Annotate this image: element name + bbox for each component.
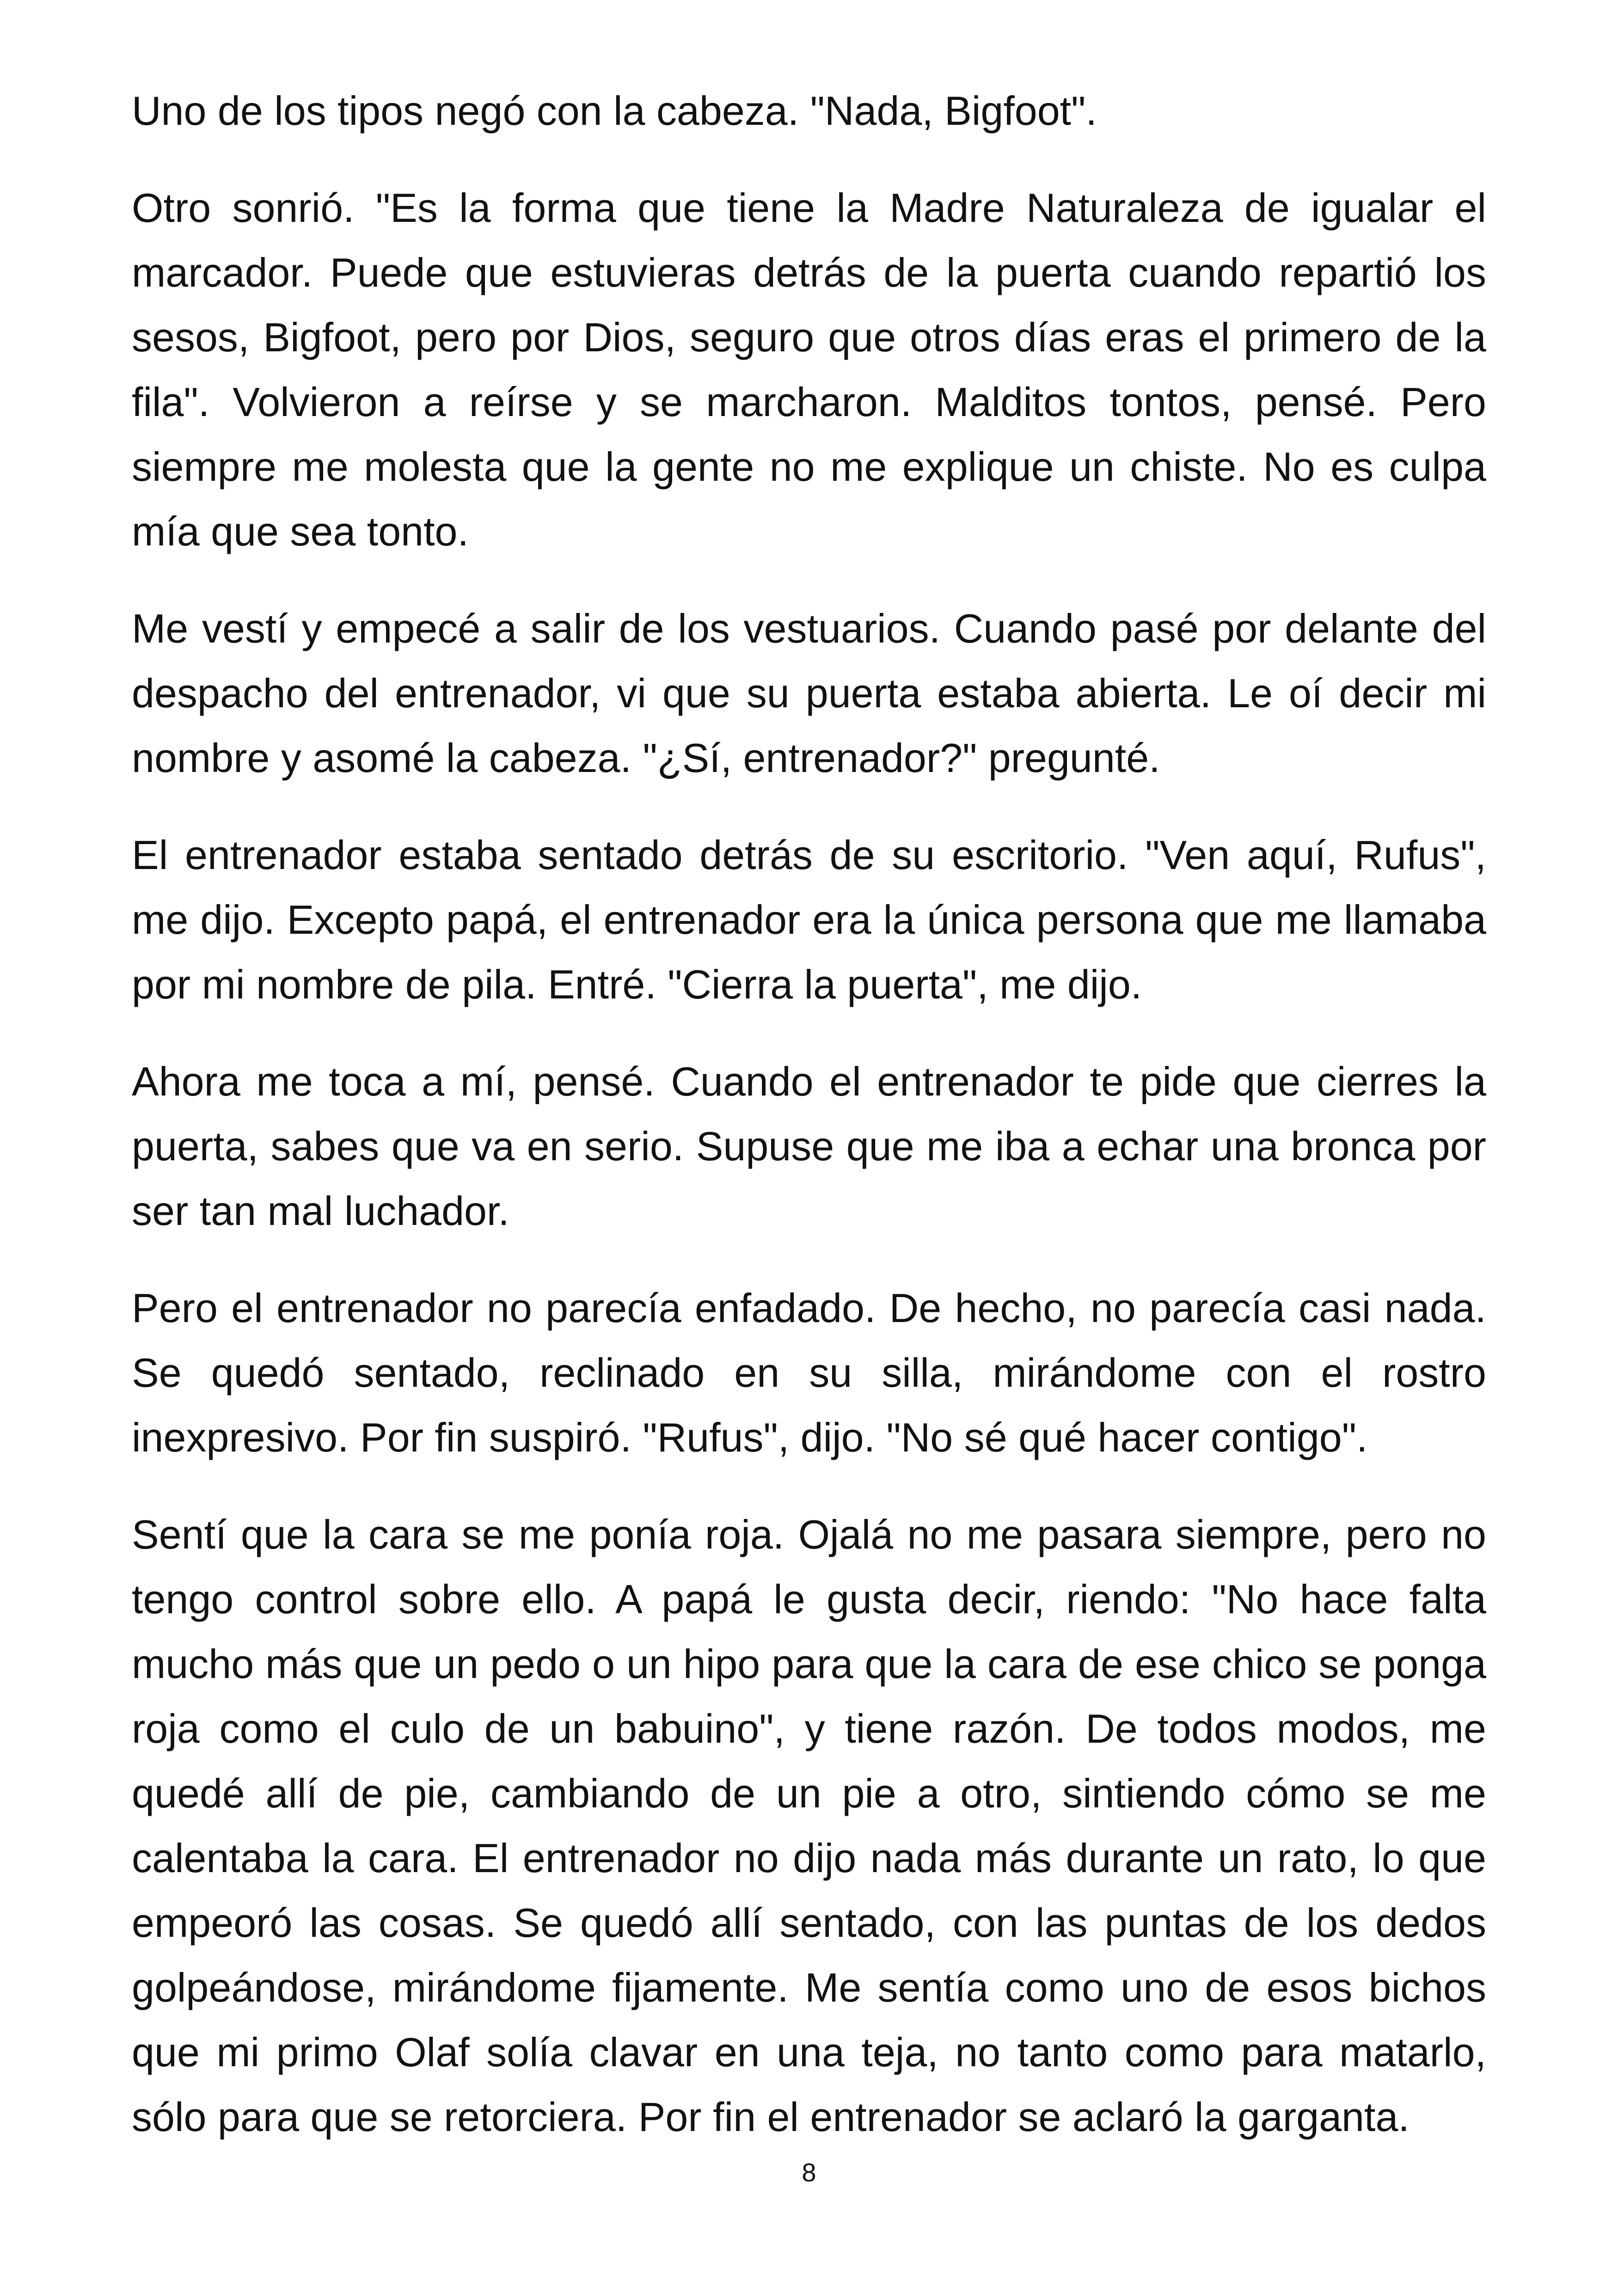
paragraph-4: El entrenador estaba sentado detrás de su escritorio. "Ven aquí, Rufus", me dijo. Excepto papá, el entrenador era la única persona que me llamaba por mi nombre de pila. Entré. "Cierra la puerta", me dijo. <box>132 832 1486 1007</box>
paragraph-1: Uno de los tipos negó con la cabeza. "Nada, Bigfoot". <box>132 88 1097 134</box>
paragraph-3: Me vestí y empecé a salir de los vestuarios. Cuando pasé por delante del despacho del entrenador, vi que su puerta estaba abierta. Le oí decir mi nombre y asomé la cabeza. "¿Sí, entrenador?" pregunté. <box>132 606 1486 781</box>
paragraph-5: Ahora me toca a mí, pensé. Cuando el entrenador te pide que cierres la puerta, sabes que va en serio. Supuse que me iba a echar una bronca por ser tan mal luchador. <box>132 1059 1486 1234</box>
page-body <box>132 79 1486 2182</box>
paragraph-2: Otro sonrió. "Es la forma que tiene la Madre Naturaleza de igualar el marcador. Puede que estuvieras detrás de la puerta cuando repartió los sesos, Bigfoot, pero por Dios, seguro que otros días eras el primero de la fila". Volvieron a reírse y se marcharon. Malditos tontos, pensé. Pero siempre me molesta que la gente no me explique un chiste. No es culpa mía que sea tonto. <box>132 185 1486 554</box>
paragraph-6: Pero el entrenador no parecía enfadado. De hecho, no parecía casi nada. Se quedó sentado, reclinado en su silla, mirándome con el rostro inexpresivo. Por fin suspiró. "Rufus", dijo. "No sé qué hacer contigo". <box>132 1285 1486 1460</box>
page-number: 8 <box>802 2158 816 2187</box>
paragraph-7: Sentí que la cara se me ponía roja. Ojalá no me pasara siempre, pero no tengo control sobre ello. A papá le gusta decir, riendo: "No hace falta mucho más que un pedo o un hipo para que la cara de ese chico se ponga roja como el culo de un babuino", y tiene razón. De todos modos, me quedé allí de pie, cambiando de un pie a otro, sintiendo cómo se me calentaba la cara. El entrenador no dijo nada más durante un rato, lo que empeoró las cosas. Se quedó allí sentado, con las puntas de los dedos golpeándose, mirándome fijamente. Me sentía como uno de esos bichos que mi primo Olaf solía clavar en una teja, no tanto como para matarlo, sólo para que se retorciera. Por fin el entrenador se aclaró la garganta. <box>132 1512 1486 2140</box>
